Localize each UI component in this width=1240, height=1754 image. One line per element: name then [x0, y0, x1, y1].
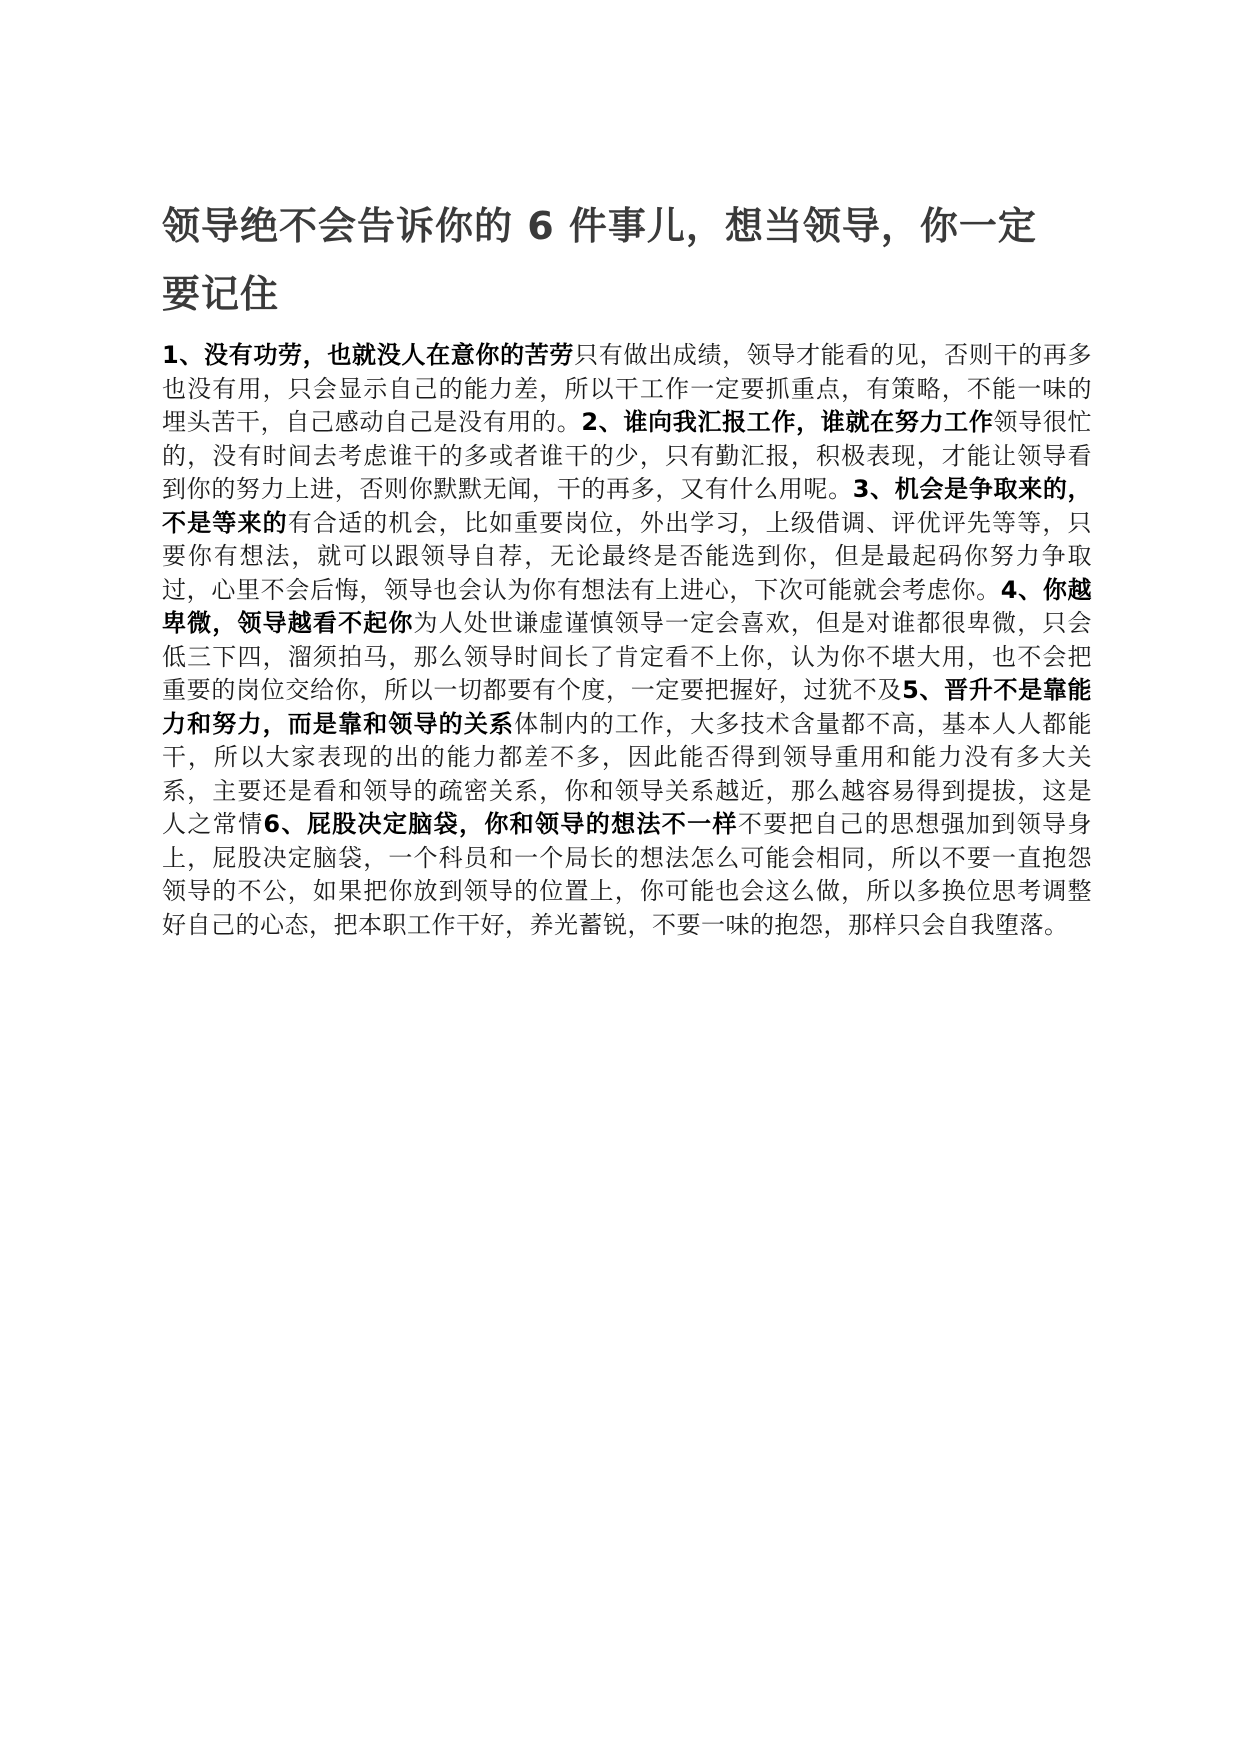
section-heading: 1、没有功劳，也就没人在意你的苦劳	[162, 341, 575, 369]
section-text: 为人处世谦虚谨慎领导一定会喜欢，但是对谁都很卑微，只会低三下四，溜须拍马，那么领导时间长了肯定看不上你，认为你不堪大用，也不会把重要的岗位交给你，所以一切都要有个度，一定要把握好，过犹不及	[162, 609, 1093, 704]
section-heading: 6、屁股决定脑袋，你和领导的想法不一样	[263, 810, 738, 838]
section-heading: 2、谁向我汇报工作，谁就在努力工作	[581, 408, 994, 436]
page-title: 领导绝不会告诉你的 6 件事儿，想当领导，你一定要记住	[162, 204, 1037, 316]
section-text: 只有做出成绩，领导才能看的见，否则干的再多也没有用，只会显示自己的能力差，所以干工作一定要抓重点，有策略，不能一味的埋头苦干，自己感动自己是没有用的。	[162, 341, 1092, 436]
section-text: 体制内的工作，大多技术含量都不高，基本人人都能干，所以大家表现的出的能力都差不多，因此能否得到领导重用和能力没有多大关系，主要还是看和领导的疏密关系，你和领导关系越近，那么越容易得到提拔，这是人之常情	[162, 709, 1093, 838]
section-heading: 5、晋升不是靠能力和努力，而是靠和领导的关系	[162, 676, 1092, 738]
section-text: 有合适的机会，比如重要岗位，外出学习，上级借调、评优评先等等，只要你有想法，就可以跟领导自荐，无论最终是否能选到你，但是最起码你努力争取过，心里不会后悔，领导也会认为你有想法有上进心，下次可能就会考虑你。	[162, 508, 1092, 604]
section-heading: 3、机会是争取来的，不是等来的	[162, 475, 1092, 537]
article-body	[162, 339, 1092, 942]
section-heading: 4、你越卑微，领导越看不起你	[162, 575, 1093, 637]
section-text: 不要把自己的思想强加到领导身上，屁股决定脑袋，一个科员和一个局长的想法怎么可能会相同，所以不要一直抱怨领导的不公，如果把你放到领导的位置上，你可能也会这么做，所以多换位思考调整好自己的心态，把本职工作干好，养光蓄锐，不要一味的抱怨，那样只会自我堕落。	[162, 810, 1092, 939]
section-text: 领导很忙的，没有时间去考虑谁干的多或者谁干的少，只有勤汇报，积极表现，才能让领导看到你的努力上进，否则你默默无闻，干的再多，又有什么用呢。	[162, 408, 1093, 503]
